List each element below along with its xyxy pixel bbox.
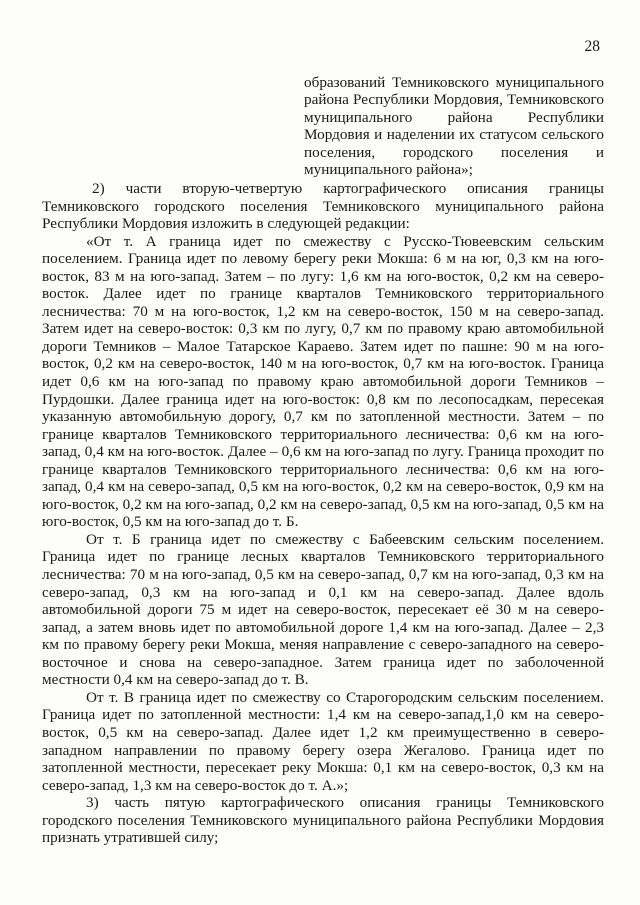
continuation-text: образований Темниковского муниципального района Республики Мордовия, Темниковского муниципального района Республики Мордовия и наделении их статусом сельского поселения, городского поселения и муниципального района»; xyxy=(304,74,604,179)
document-body xyxy=(42,180,604,847)
paragraph-item-3: 3) часть пятую картографического описания границы Темниковского городского поселения Темниковского муниципального района Республики Мордовия признать утратившей силу; xyxy=(42,794,604,847)
paragraph-point-a: «От т. А граница идет по смежеству с Русско-Тювеевским сельским поселением. Граница идет по левому берегу реки Мокша: 6 м на юг, 0,3 км на юго-восток, 83 м на юго-запад. Затем – по лугу: 1,6 км на юго-восток, 0,2 км на северо-восток. Далее идет по границе кварталов Темниковского территориального лесничества: 70 м на юго-восток, 1,2 км на северо-восток, 150 м на северо-запад. Затем идет на северо-восток: 0,3 км по лугу, 0,7 км по правому краю автомобильной дороги Темников – Малое Татарское Караево. Затем идет по пашне: 90 м на юго-восток, 0,2 км на северо-восток, 140 м на юго-восток, 0,7 км на юго-восток. Граница идет 0,6 км на юго-запад по правому краю автомобильной дороги Темников – Пурдошки. Далее граница идет на юго-восток: 0,8 км по лесопосадкам, пересекая указанную автомобильную дорогу, 0,7 км по затопленной местности. Затем – по границе кварталов Темниковского территориального лесничества: 0,6 км на юго-запад, 0,4 км на юго-восток. Далее – 0,6 км на юго-запад по лугу. Граница проходит по границе кварталов Темниковского территориального лесничества: 0,6 км на юго-запад, 0,4 км на северо-запад, 0,5 км на юго-восток, 0,2 км на северо-восток, 0,9 км на юго-восток, 0,2 км на юго-запад, 0,2 км на северо-запад, 0,5 км на юго-запад, 0,5 км на юго-восток, 0,5 км на юго-запад до т. Б. xyxy=(42,232,604,531)
paragraph-item-2: 2) части вторую-четвертую картографического описания границы Темниковского городского поселения Темниковского муниципального района Республики Мордовия изложить в следующей редакции: xyxy=(42,180,604,233)
paragraph-point-b: От т. Б граница идет по смежеству с Бабеевским сельским поселением. Граница идет по границе лесных кварталов Темниковского территориального лесничества: 70 м на юго-запад, 0,5 км на северо-запад, 0,7 км на юго-запад, 0,3 км на северо-запад, 0,3 км на юго-запад и 0,1 км на северо-запад. Далее вдоль автомобильной дороги 75 м идет на северо-восток, пересекает её 30 м на северо-запад, а затем вновь идет по автомобильной дороге 1,4 км на юго-запад. Далее – 2,3 км по правому берегу реки Мокша, меняя направление с северо-западного на северо-восточное и снова на северо-западное. Затем граница идет по заболоченной местности 0,4 км на северо-запад до т. В. xyxy=(42,530,604,689)
paragraph-point-v: От т. В граница идет по смежеству со Старогородским сельским поселением. Граница идет по затопленной местности: 1,4 км на северо-запад,1,0 км на северо-восток, 0,5 км на северо-запад. Далее идет 1,2 км преимущественно в северо-западном направлении по правому берегу озера Жегалово. Граница идет по затопленной местности, пересекает реку Мокша: 0,1 км на северо-восток, 0,3 км на северо-запад, 1,3 км на северо-восток до т. А.»; xyxy=(42,688,604,794)
page-number: 28 xyxy=(584,38,600,55)
